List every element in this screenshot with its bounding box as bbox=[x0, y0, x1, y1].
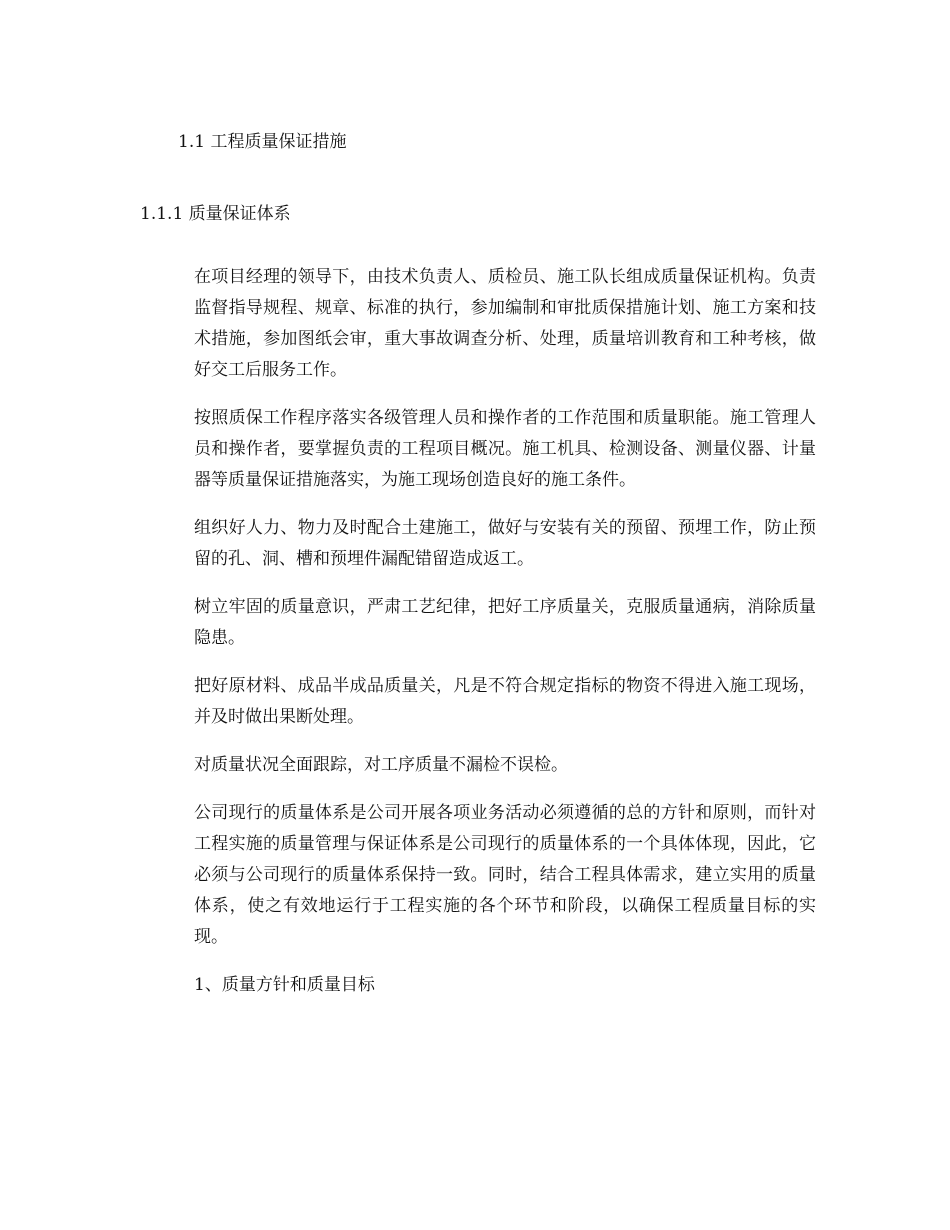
paragraph-material-control: 把好原材料、成品半成品质量关，凡是不符合规定指标的物资不得进入施工现场，并及时做出果断处理。 bbox=[194, 676, 816, 727]
paragraph-quality-awareness: 树立牢固的质量意识，严肃工艺纪律，把好工序质量关，克服质量通病，消除质量隐患。 bbox=[194, 597, 816, 648]
document-body bbox=[194, 262, 816, 1018]
list-heading-quality-policy: 1、质量方针和质量目标 bbox=[194, 975, 375, 995]
paragraph-quality-tracking: 对质量状况全面跟踪，对工序质量不漏检不误检。 bbox=[194, 755, 568, 775]
paragraph-coordination: 组织好人力、物力及时配合土建施工，做好与安装有关的预留、预埋工作，防止预留的孔、洞、槽和预埋件漏配错留造成返工。 bbox=[194, 518, 816, 569]
section-heading: 1.1 工程质量保证措施 bbox=[178, 132, 347, 152]
paragraph-quality-organization: 在项目经理的领导下，由技术负责人、质检员、施工队长组成质量保证机构。负责监督指导规程、规章、标准的执行，参加编制和审批质保措施计划、施工方案和技术措施，参加图纸会审，重大事故调查分析、处理，质量培训教育和工种考核，做好交工后服务工作。 bbox=[194, 267, 816, 380]
paragraph-quality-system: 公司现行的质量体系是公司开展各项业务活动必须遵循的总的方针和原则，而针对工程实施的质量管理与保证体系是公司现行的质量体系的一个具体体现，因此，它必须与公司现行的质量体系保持一致。同时，结合工程具体需求，建立实用的质量体系，使之有效地运行于工程实施的各个环节和阶段，以确保工程质量目标的实现。 bbox=[194, 803, 816, 947]
subsection-heading: 1.1.1 质量保证体系 bbox=[140, 204, 291, 224]
paragraph-quality-responsibilities: 按照质保工作程序落实各级管理人员和操作者的工作范围和质量职能。施工管理人员和操作者，要掌握负责的工程项目概况。施工机具、检测设备、测量仪器、计量器等质量保证措施落实，为施工现场创造良好的施工条件。 bbox=[194, 408, 816, 490]
